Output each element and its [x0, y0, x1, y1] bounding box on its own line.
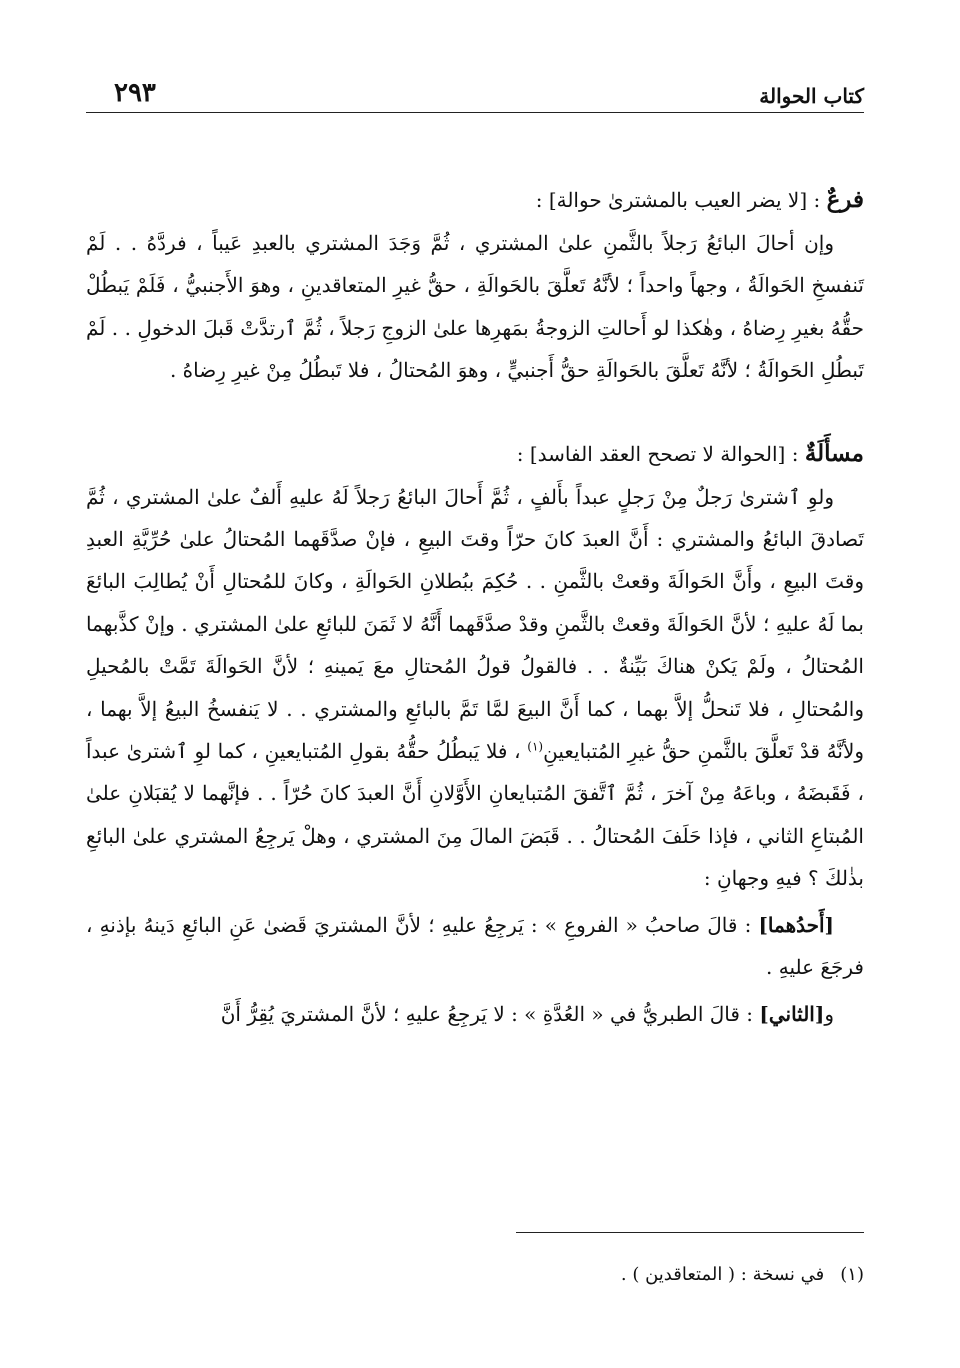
opinion-label: [أَحدُهما]: [758, 912, 834, 937]
footnote-text: في نسخة : ( المتعاقدين ) .: [620, 1264, 825, 1285]
section-gap: [86, 392, 864, 432]
footnote-reference[interactable]: (١): [527, 739, 544, 754]
section-title: [لا يضر العيب بالمشترىٰ حوالة] :: [535, 188, 808, 212]
footnote-number: (١): [840, 1264, 864, 1285]
footnote: [86, 1264, 864, 1285]
opinion-prefix: و: [824, 1001, 834, 1026]
paragraph-text: ، فلا يَبطُلُ حقُّهُ بقولِ المُتبايعينِ ، كما لوِ ٱشترىٰ عبداً ، فَقَبضَهُ ، وباعَهُ مِنْ آخرَ ، ثُمَّ ٱتَّفقَ المُتبايعانِ الأَوَّلانِ أَنَّ العبدَ كانَ حُرّاً . . فإنَّهما لا يُقبَلانِ علىٰ المُبتاعِ الثاني ، فإذا حَلَفَ المُحتالُ . . قَبَضَ المالَ مِنَ المشتري ، وهلْ يَرجِعُ المشتري علىٰ البائعِ بذٰلكَ ؟ فيهِ وجهانِ :: [86, 739, 864, 891]
main-text: [86, 178, 864, 1035]
footnote-separator: [516, 1232, 864, 1233]
paragraph-text: ولوِ ٱشترىٰ رَجلٌ مِنْ رَجلٍ عبداً بأَلفٍ ، ثُمَّ أَحالَ البائعُ رَجلاً لَهُ عليهِ أَلفٌ علىٰ المشتري ، ثُمَّ تَصادقَ البائعُ والمشتري : أَنَّ العبدَ كانَ حرّاً وقتَ البيعِ ، فإنْ صدَّقَهما المُحتالُ علىٰ حُرِّيَّةِ العبدِ وقتَ البيعِ ، وأَنَّ الحَوالَةَ وقعتْ بالثَّمنِ . . حُكِمَ ببُطلانِ الحَوالَةِ ، وكانَ للمُحتالِ أَنْ يُطالِبَ البائعَ بما لَهُ عليهِ ؛ لأنَّ الحَوالَةَ وقعتْ بالثَّمنِ وقدْ صدَّقَهما أَنَّهُ لا ثَمَنَ للبائعِ علىٰ المشتري . وإنْ كذَّبهما المُحتالُ ، ولَمْ يَكنْ هناكَ بَيِّنةٌ . . فالقولُ قولُ المُحتالِ معَ يَمينهِ ؛ لأنَّ الحَوالَةَ تَمَّتْ بالمُحيلِ والمُحتالِ ، فلا تَنحلُّ إلاَّ بهما ، كما أَنَّ البيعَ لمَّا تَمَّ بالبائعِ والمشتري . . لا يَنفسخُ البيعُ إلاَّ بهما ، ولأنَّهُ قدْ تَعلَّقَ بالثَّمنِ حقُّ غيرِ المُتبايعينِ: [86, 484, 865, 764]
section-keyword: فرعٌ: [826, 186, 864, 213]
book-title: كتاب الحوالة: [759, 84, 864, 108]
page-number: ٢٩٣: [114, 78, 156, 108]
section-keyword: مسأَلَةٌ: [804, 439, 864, 467]
second-opinion: [86, 993, 864, 1035]
heading-colon: :: [807, 188, 827, 212]
opinion-text: : قالَ الطبريُّ في « العُدَّةِ » : لا يَرجِعُ عليهِ ؛ لأنَّ المشتريَ يُقِرُّ أَنَّ: [220, 1001, 760, 1026]
running-header: [86, 78, 864, 113]
section-title: [الحوالة لا تصحح العقد الفاسد] :: [516, 441, 786, 466]
paragraph: [86, 476, 864, 900]
section-heading-far: [86, 178, 864, 222]
book-page: [86, 0, 864, 1368]
first-opinion: [86, 904, 864, 989]
opinion-label: [الثاني]: [759, 1001, 825, 1026]
heading-colon: :: [785, 441, 805, 466]
section-heading-masala: [86, 432, 864, 476]
opinion-text: : قالَ صاحبُ « الفروعِ » : يَرجِعُ عليهِ ؛ لأنَّ المشتريَ قَضىٰ عَنِ البائعِ دَينهُ بإذنهِ ، فرجَعَ عليهِ .: [86, 912, 864, 980]
paragraph: وإن أحالَ البائعُ رَجلاً بالثَّمنِ علىٰ المشتري ، ثُمَّ وَجَدَ المشتري بالعبدِ عَيباً ، فردَّهُ . . لَمْ تَنفسخِ الحَوالَةُ ، وجهاً واحداً ؛ لأنَّهُ تَعلَّقَ بالحَوالَةِ ، حقُّ غيرِ المتعاقدينِ ، وهوَ الأَجنبيُّ ، فَلَمْ يَبطُلْ حقُّهُ بغيرِ رِضاهُ ، وهٰكذا لو أَحالتِ الزوجةُ بمَهرِها علىٰ الزوجِ رَجلاً ، ثُمَّ ٱرتدَّتْ قَبلَ الدخولِ . . لَمْ تَبطُلِ الحَوالَةُ ؛ لأنَّهُ تَعلَّقَ بالحَوالَةِ حقُّ أَجنبيٍّ ، وهوَ المُحتالُ ، فلا تَبطُلُ مِنْ غيرِ رِضاهُ .: [86, 231, 864, 383]
